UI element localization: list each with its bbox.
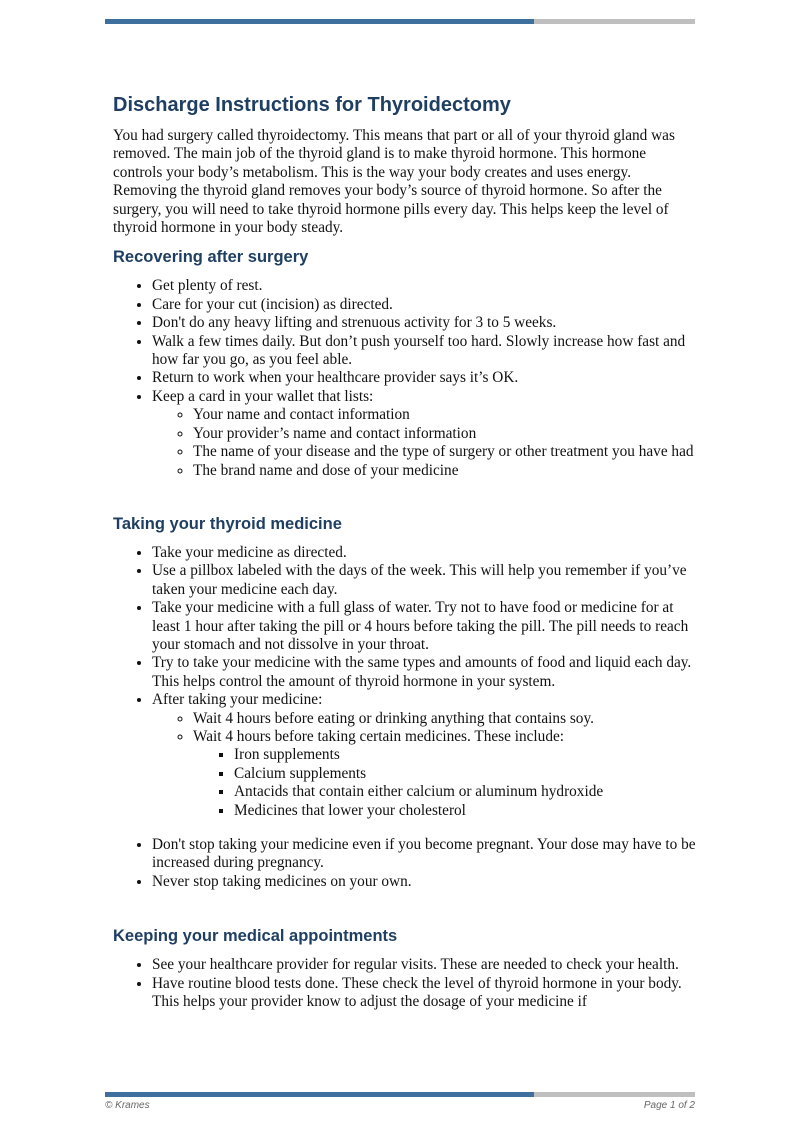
- section-heading-recovering: Recovering after surgery: [113, 248, 309, 267]
- medicine-list: [113, 544, 698, 820]
- medicines-list: [193, 746, 698, 820]
- list-item: • Return to work when your healthcare provider says it’s OK.: [152, 369, 698, 387]
- list-item: ◦ Your provider’s name and contact information: [193, 425, 698, 443]
- wallet-card-list: [152, 406, 698, 480]
- footer-page-number: Page 1 of 2: [643, 1100, 695, 1111]
- list-item: ▪ Iron supplements: [234, 746, 698, 764]
- list-item: ▪ Antacids that contain either calcium or aluminum hydroxide: [234, 783, 698, 801]
- list-item: • Get plenty of rest.: [152, 277, 698, 295]
- list-item: ◦ Your name and contact information: [193, 406, 698, 424]
- list-item: • Don't do any heavy lifting and strenuous activity for 3 to 5 weeks.: [152, 314, 698, 332]
- appointments-list: [113, 956, 698, 1011]
- spacer: [113, 891, 698, 926]
- list-item: • Use a pillbox labeled with the days of the week. This will help you remember if you’ve taken your medicine each day.: [152, 562, 698, 599]
- list-item: ◦ The brand name and dose of your medicine: [193, 462, 698, 480]
- page-footer: [105, 1100, 695, 1111]
- list-item: ▪ Calcium supplements: [234, 765, 698, 783]
- section-heading-appointments: Keeping your medical appointments: [113, 927, 398, 946]
- list-item: • See your healthcare provider for regular visits. These are needed to check your health.: [152, 956, 698, 974]
- page-title: Discharge Instructions for Thyroidectomy: [113, 94, 511, 116]
- top-accent-bar-gray: [534, 19, 695, 24]
- bottom-accent-bar-blue: [105, 1092, 534, 1097]
- list-item: ◦ The name of your disease and the type of surgery or other treatment you have had: [193, 443, 698, 461]
- list-item: • Walk a few times daily. But don’t push yourself too hard. Slowly increase how fast and how far you go, as you feel able.: [152, 333, 698, 370]
- spacer: [113, 820, 698, 836]
- bottom-accent-bar: [105, 1092, 695, 1097]
- list-item-wait-medicines: [193, 728, 698, 820]
- list-item: • Take your medicine as directed.: [152, 544, 698, 562]
- document-body: [113, 92, 698, 1011]
- list-item: ◦ Wait 4 hours before eating or drinking anything that contains soy.: [193, 710, 698, 728]
- list-item: • Care for your cut (incision) as directed.: [152, 296, 698, 314]
- section-heading-medicine: Taking your thyroid medicine: [113, 514, 342, 533]
- list-item: • Don't stop taking your medicine even if you become pregnant. Your dose may have to be increased during pregnancy.: [152, 836, 698, 873]
- list-item: • Never stop taking medicines on your own.: [152, 873, 698, 891]
- after-medicine-list: [152, 710, 698, 820]
- list-item-after-medicine: [152, 691, 698, 820]
- medicine-list-continued: [113, 836, 698, 891]
- recovering-list: [113, 277, 698, 479]
- top-accent-bar: [105, 19, 695, 24]
- list-item-label: Wait 4 hours before taking certain medicines. These include:: [193, 727, 565, 745]
- list-item-label: Keep a card in your wallet that lists:: [152, 387, 374, 405]
- spacer: [113, 480, 698, 514]
- intro-paragraph: You had surgery called thyroidectomy. This means that part or all of your thyroid gland was removed. The main job of the thyroid gland is to make thyroid hormone. This hormone controls your body’s metabolism. This is the way your body creates and uses energy. Removing the thyroid gland removes your body’s source of thyroid hormone. So after the surgery, you will need to take thyroid hormone pills every day. This helps keep the level of thyroid hormone in your body steady.: [113, 127, 675, 237]
- list-item-label: After taking your medicine:: [152, 691, 323, 709]
- footer-copyright: © Krames: [105, 1100, 150, 1111]
- list-item: • Take your medicine with a full glass of water. Try not to have food or medicine for at least 1 hour after taking the pill or 4 hours before taking the pill. The pill needs to reach your stomach and not dissolve in your throat.: [152, 599, 698, 654]
- bottom-accent-bar-gray: [534, 1092, 695, 1097]
- list-item-wallet-card: [152, 388, 698, 480]
- top-accent-bar-blue: [105, 19, 534, 24]
- list-item: ▪ Medicines that lower your cholesterol: [234, 802, 698, 820]
- list-item: • Try to take your medicine with the same types and amounts of food and liquid each day. This helps control the amount of thyroid hormone in your system.: [152, 654, 698, 691]
- list-item: • Have routine blood tests done. These check the level of thyroid hormone in your body. This helps your provider know to adjust the dosage of your medicine if: [152, 975, 698, 1012]
